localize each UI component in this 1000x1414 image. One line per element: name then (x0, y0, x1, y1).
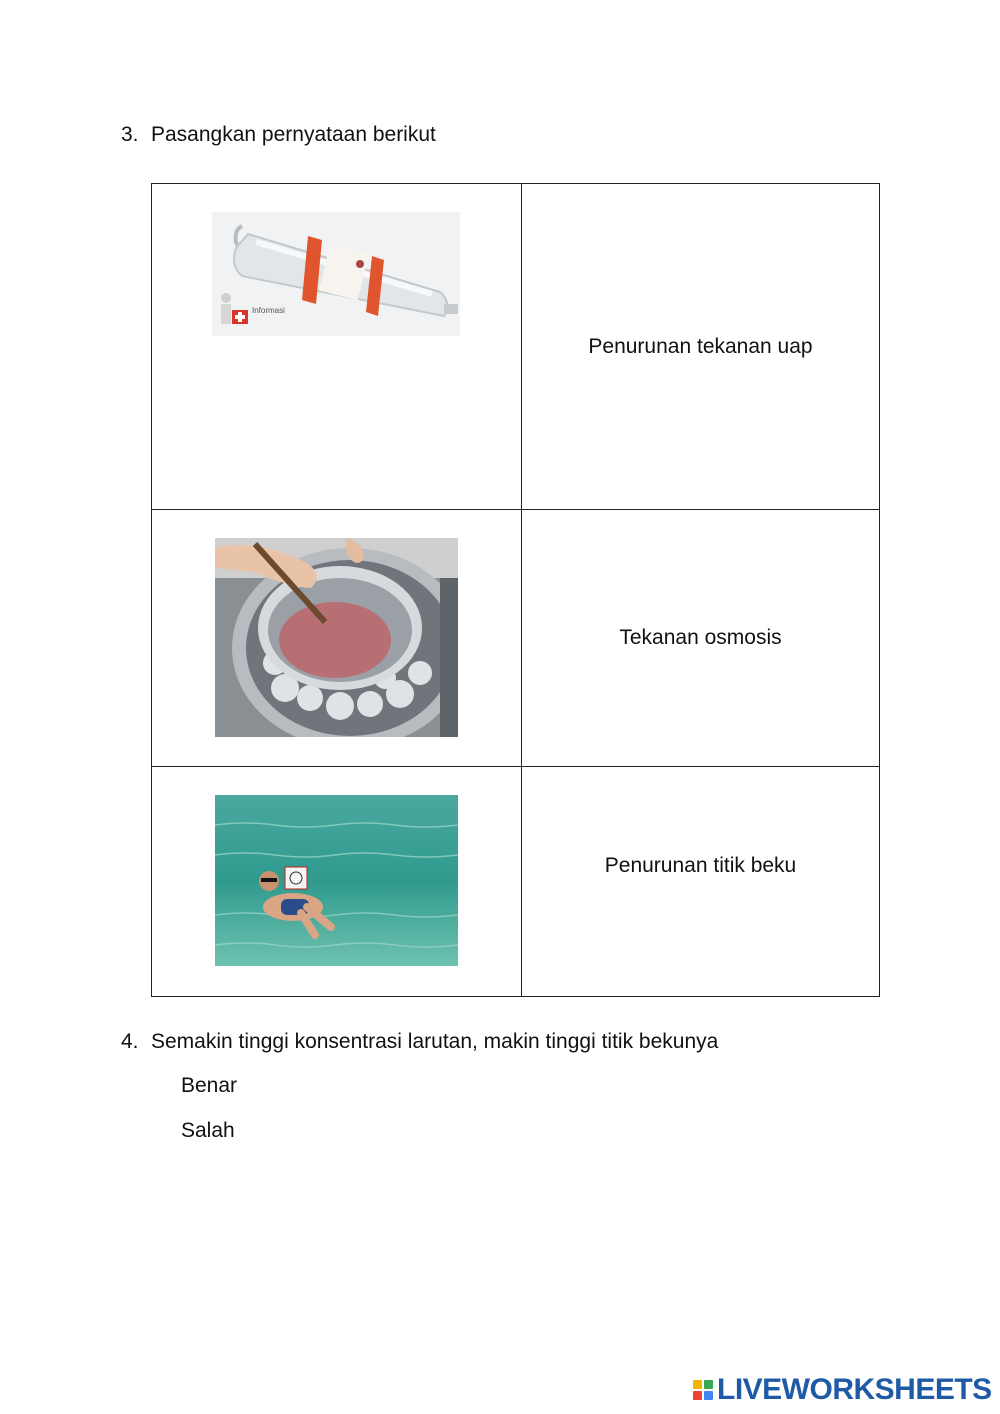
image-cell (152, 767, 522, 997)
statement-text[interactable]: Penurunan tekanan uap (588, 335, 813, 358)
statement-text[interactable]: Penurunan titik beku (604, 854, 797, 877)
logo-square-icon (704, 1380, 713, 1389)
question-3-title (121, 123, 436, 147)
ice-cream-maker-image (215, 538, 458, 737)
question-4-text: Semakin tinggi konsentrasi larutan, makin tinggi titik bekunya (151, 1030, 719, 1053)
statement-cell (522, 184, 880, 510)
image-cell (152, 510, 522, 767)
statement-cell (522, 767, 880, 997)
option-salah[interactable]: Salah (181, 1119, 235, 1142)
logo-grid-icon (693, 1380, 713, 1400)
question-4-title (121, 1030, 718, 1054)
statement-cell (522, 510, 880, 767)
logo-square-icon (693, 1380, 702, 1389)
logo-text: LIVEWORKSHEETS (717, 1373, 992, 1406)
question-3-text: Pasangkan pernyataan berikut (151, 123, 436, 146)
logo-square-icon (704, 1391, 713, 1400)
question-4-number: 4. (121, 1030, 139, 1053)
table-row (152, 510, 880, 767)
liveworksheets-logo (693, 1372, 992, 1408)
question-3-number: 3. (121, 123, 139, 146)
image-cell (152, 184, 522, 510)
table-row (152, 767, 880, 997)
table-row (152, 184, 880, 510)
statement-text[interactable]: Tekanan osmosis (619, 626, 782, 649)
logo-square-icon (693, 1391, 702, 1400)
matching-table (151, 183, 880, 997)
iv-infusion-bag-image (212, 212, 460, 336)
option-benar[interactable]: Benar (181, 1074, 238, 1097)
infus-info-label: Informasi (252, 306, 285, 315)
floating-in-sea-image (215, 795, 458, 966)
